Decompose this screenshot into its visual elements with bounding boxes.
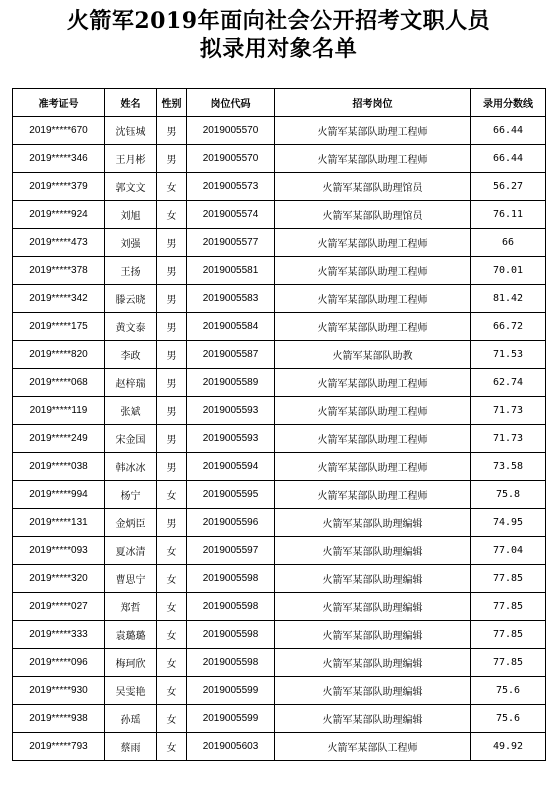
cell-exam-number: 2019*****379 [13, 173, 105, 201]
cell-post-code: 2019005598 [187, 621, 275, 649]
cell-post-code: 2019005598 [187, 565, 275, 593]
table-row [13, 537, 546, 565]
header-score-line: 录用分数线 [471, 89, 546, 117]
cell-name: 刘强 [105, 229, 157, 257]
cell-score-line: 77.85 [471, 593, 546, 621]
cell-score-line: 75.8 [471, 481, 546, 509]
cell-exam-number: 2019*****924 [13, 201, 105, 229]
cell-post: 火箭军某部队助理工程师 [275, 257, 471, 285]
cell-gender: 男 [157, 369, 187, 397]
cell-name: 曹思宁 [105, 565, 157, 593]
table-row [13, 341, 546, 369]
table-row [13, 677, 546, 705]
cell-name: 蔡雨 [105, 733, 157, 761]
cell-score-line: 70.01 [471, 257, 546, 285]
cell-gender: 男 [157, 117, 187, 145]
cell-score-line: 49.92 [471, 733, 546, 761]
table-row [13, 369, 546, 397]
cell-name: 刘旭 [105, 201, 157, 229]
table-row [13, 649, 546, 677]
cell-post-code: 2019005583 [187, 285, 275, 313]
cell-post-code: 2019005570 [187, 145, 275, 173]
cell-gender: 女 [157, 173, 187, 201]
cell-gender: 女 [157, 593, 187, 621]
cell-score-line: 66.72 [471, 313, 546, 341]
cell-gender: 女 [157, 677, 187, 705]
table-row [13, 257, 546, 285]
cell-name: 金炳臣 [105, 509, 157, 537]
cell-post-code: 2019005574 [187, 201, 275, 229]
cell-post: 火箭军某部队助教 [275, 341, 471, 369]
cell-name: 梅珂欣 [105, 649, 157, 677]
cell-post: 火箭军某部队助理工程师 [275, 425, 471, 453]
cell-exam-number: 2019*****027 [13, 593, 105, 621]
cell-gender: 女 [157, 481, 187, 509]
cell-score-line: 75.6 [471, 705, 546, 733]
cell-score-line: 77.85 [471, 621, 546, 649]
cell-gender: 男 [157, 313, 187, 341]
cell-score-line: 71.73 [471, 425, 546, 453]
cell-exam-number: 2019*****093 [13, 537, 105, 565]
cell-name: 黄文泰 [105, 313, 157, 341]
cell-gender: 男 [157, 145, 187, 173]
cell-post: 火箭军某部队助理馆员 [275, 173, 471, 201]
table-row [13, 453, 546, 481]
table-row [13, 621, 546, 649]
cell-score-line: 77.04 [471, 537, 546, 565]
cell-gender: 男 [157, 341, 187, 369]
cell-score-line: 66.44 [471, 145, 546, 173]
table-row [13, 229, 546, 257]
cell-score-line: 71.73 [471, 397, 546, 425]
cell-score-line: 66.44 [471, 117, 546, 145]
cell-exam-number: 2019*****096 [13, 649, 105, 677]
cell-name: 袁璐璐 [105, 621, 157, 649]
header-exam-number: 准考证号 [13, 89, 105, 117]
table-row [13, 313, 546, 341]
cell-post-code: 2019005581 [187, 257, 275, 285]
table-row [13, 481, 546, 509]
header-gender: 性别 [157, 89, 187, 117]
cell-name: 王扬 [105, 257, 157, 285]
cell-name: 沈钰城 [105, 117, 157, 145]
cell-post-code: 2019005598 [187, 593, 275, 621]
cell-gender: 女 [157, 733, 187, 761]
cell-score-line: 74.95 [471, 509, 546, 537]
cell-name: 王月彬 [105, 145, 157, 173]
table-header [13, 89, 546, 117]
cell-exam-number: 2019*****119 [13, 397, 105, 425]
cell-name: 赵梓瑞 [105, 369, 157, 397]
cell-gender: 男 [157, 509, 187, 537]
table-row [13, 425, 546, 453]
cell-exam-number: 2019*****930 [13, 677, 105, 705]
table-row [13, 285, 546, 313]
cell-post-code: 2019005589 [187, 369, 275, 397]
cell-exam-number: 2019*****820 [13, 341, 105, 369]
cell-post-code: 2019005570 [187, 117, 275, 145]
cell-name: 韩冰冰 [105, 453, 157, 481]
table-row [13, 145, 546, 173]
cell-exam-number: 2019*****131 [13, 509, 105, 537]
cell-name: 张斌 [105, 397, 157, 425]
cell-exam-number: 2019*****038 [13, 453, 105, 481]
cell-post-code: 2019005599 [187, 705, 275, 733]
cell-gender: 男 [157, 453, 187, 481]
cell-gender: 女 [157, 565, 187, 593]
cell-post-code: 2019005596 [187, 509, 275, 537]
header-name: 姓名 [105, 89, 157, 117]
document-title: 火箭军2019年面向社会公开招考文职人员 [66, 8, 491, 34]
cell-name: 郭文文 [105, 173, 157, 201]
cell-post: 火箭军某部队助理工程师 [275, 481, 471, 509]
cell-post: 火箭军某部队助理编辑 [275, 509, 471, 537]
cell-exam-number: 2019*****670 [13, 117, 105, 145]
table-row [13, 733, 546, 761]
cell-name: 杨宁 [105, 481, 157, 509]
cell-score-line: 66 [471, 229, 546, 257]
table-row [13, 565, 546, 593]
cell-post-code: 2019005577 [187, 229, 275, 257]
cell-post-code: 2019005603 [187, 733, 275, 761]
cell-post: 火箭军某部队助理编辑 [275, 565, 471, 593]
cell-name: 宋金国 [105, 425, 157, 453]
header-row [13, 89, 546, 117]
cell-post: 火箭军某部队助理工程师 [275, 397, 471, 425]
cell-name: 夏冰清 [105, 537, 157, 565]
cell-name: 滕云晓 [105, 285, 157, 313]
cell-score-line: 77.85 [471, 649, 546, 677]
cell-post: 火箭军某部队助理编辑 [275, 677, 471, 705]
cell-post: 火箭军某部队助理工程师 [275, 453, 471, 481]
cell-score-line: 56.27 [471, 173, 546, 201]
cell-post: 火箭军某部队助理工程师 [275, 313, 471, 341]
table-row [13, 509, 546, 537]
cell-exam-number: 2019*****346 [13, 145, 105, 173]
table-body [13, 117, 546, 761]
cell-gender: 女 [157, 201, 187, 229]
cell-exam-number: 2019*****473 [13, 229, 105, 257]
cell-exam-number: 2019*****994 [13, 481, 105, 509]
cell-gender: 女 [157, 537, 187, 565]
cell-post-code: 2019005597 [187, 537, 275, 565]
cell-post: 火箭军某部队助理工程师 [275, 369, 471, 397]
cell-exam-number: 2019*****333 [13, 621, 105, 649]
cell-post: 火箭军某部队助理工程师 [275, 285, 471, 313]
cell-exam-number: 2019*****320 [13, 565, 105, 593]
cell-name: 郑哲 [105, 593, 157, 621]
cell-post: 火箭军某部队助理编辑 [275, 537, 471, 565]
table-row [13, 593, 546, 621]
cell-post-code: 2019005573 [187, 173, 275, 201]
cell-gender: 男 [157, 425, 187, 453]
cell-exam-number: 2019*****068 [13, 369, 105, 397]
cell-post-code: 2019005593 [187, 397, 275, 425]
cell-post-code: 2019005594 [187, 453, 275, 481]
cell-post: 火箭军某部队助理编辑 [275, 621, 471, 649]
cell-gender: 男 [157, 285, 187, 313]
cell-score-line: 81.42 [471, 285, 546, 313]
cell-post-code: 2019005593 [187, 425, 275, 453]
header-post: 招考岗位 [275, 89, 471, 117]
cell-post-code: 2019005598 [187, 649, 275, 677]
table-row [13, 173, 546, 201]
cell-gender: 女 [157, 621, 187, 649]
cell-exam-number: 2019*****249 [13, 425, 105, 453]
cell-post: 火箭军某部队工程师 [275, 733, 471, 761]
cell-post: 火箭军某部队助理编辑 [275, 649, 471, 677]
cell-exam-number: 2019*****378 [13, 257, 105, 285]
table-row [13, 397, 546, 425]
cell-gender: 女 [157, 705, 187, 733]
cell-post: 火箭军某部队助理工程师 [275, 117, 471, 145]
cell-exam-number: 2019*****793 [13, 733, 105, 761]
cell-exam-number: 2019*****175 [13, 313, 105, 341]
cell-post: 火箭军某部队助理馆员 [275, 201, 471, 229]
cell-score-line: 62.74 [471, 369, 546, 397]
header-post-code: 岗位代码 [187, 89, 275, 117]
cell-post: 火箭军某部队助理工程师 [275, 145, 471, 173]
cell-gender: 男 [157, 229, 187, 257]
cell-gender: 男 [157, 257, 187, 285]
cell-post-code: 2019005584 [187, 313, 275, 341]
cell-gender: 女 [157, 649, 187, 677]
cell-name: 孙瑶 [105, 705, 157, 733]
cell-exam-number: 2019*****342 [13, 285, 105, 313]
cell-post-code: 2019005587 [187, 341, 275, 369]
table-row [13, 201, 546, 229]
cell-post-code: 2019005595 [187, 481, 275, 509]
cell-post: 火箭军某部队助理编辑 [275, 593, 471, 621]
cell-score-line: 77.85 [471, 565, 546, 593]
table-row [13, 705, 546, 733]
table-row [13, 117, 546, 145]
cell-post: 火箭军某部队助理工程师 [275, 229, 471, 257]
cell-name: 吴雯艳 [105, 677, 157, 705]
cell-post-code: 2019005599 [187, 677, 275, 705]
cell-score-line: 71.53 [471, 341, 546, 369]
cell-score-line: 73.58 [471, 453, 546, 481]
admission-list-table [12, 88, 546, 761]
cell-score-line: 75.6 [471, 677, 546, 705]
cell-gender: 男 [157, 397, 187, 425]
cell-post: 火箭军某部队助理编辑 [275, 705, 471, 733]
document-subtitle: 拟录用对象名单 [199, 36, 358, 62]
cell-exam-number: 2019*****938 [13, 705, 105, 733]
cell-name: 李政 [105, 341, 157, 369]
cell-score-line: 76.11 [471, 201, 546, 229]
